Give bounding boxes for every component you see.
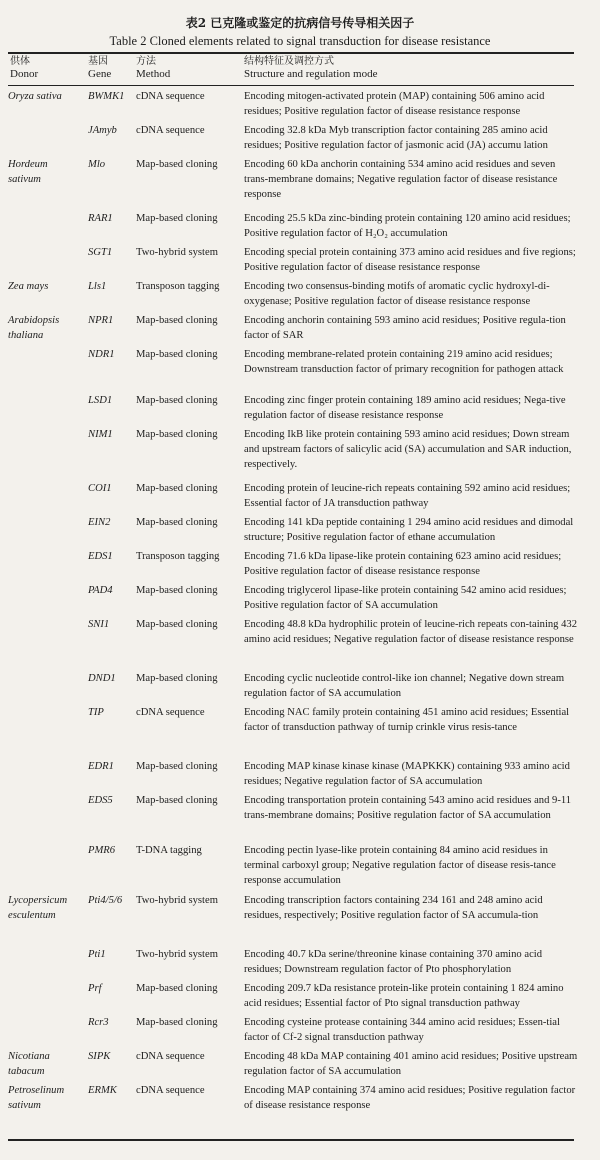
header-donor-en: Donor [10, 68, 39, 80]
header-method-en: Method [136, 68, 171, 80]
row-method: cDNA sequence [136, 125, 205, 136]
row-method: T-DNA tagging [136, 845, 202, 856]
header-gene [88, 55, 111, 81]
row-method: Map-based cloning [136, 673, 218, 684]
row-donor: Nicotiana tabacum [8, 1051, 50, 1078]
row-structure: Encoding zinc finger protein containing 189 amino acid residues; Nega-tive regulation factor of disease resistance response [244, 395, 566, 422]
top-rule [8, 52, 574, 54]
row-method: Map-based cloning [136, 349, 218, 360]
row-gene: EDR1 [88, 761, 114, 772]
row-donor: Hordeum sativum [8, 159, 48, 186]
row-structure: Encoding 48.8 kDa hydrophilic protein of leucine-rich repeats con-taining 432 amino acid residues; Negative regulation factor of disease resistance response [244, 619, 578, 646]
row-gene: JAmyb [88, 125, 117, 136]
row-gene: PAD4 [88, 585, 113, 596]
row-structure: Encoding special protein containing 373 amino acid residues and five regions; Positive regulation factor of disease resistance response [244, 247, 576, 274]
row-structure: Encoding transcription factors containing 234 161 and 248 amino acid residues, respectively; Positive regulation factor of SA accumula-tion [244, 895, 543, 922]
row-method: cDNA sequence [136, 1085, 205, 1096]
row-structure: Encoding 60 kDa anchorin containing 534 amino acid residues and seven trans-membrane domains; Negative regulation factor of disease resistance response [244, 159, 558, 201]
row-structure: Encoding anchorin containing 593 amino acid residues; Positive regula-tion factor of SAR [244, 315, 566, 342]
row-method: Map-based cloning [136, 517, 218, 528]
row-method: Map-based cloning [136, 395, 218, 406]
row-gene: Lls1 [88, 281, 107, 292]
row-gene: SIPK [88, 1051, 111, 1062]
row-gene: ERMK [88, 1085, 117, 1096]
row-gene: EDS5 [88, 795, 113, 806]
row-method: Transposon tagging [136, 551, 220, 562]
row-donor: Petroselinum sativum [8, 1085, 65, 1112]
row-gene: Rcr3 [88, 1017, 109, 1028]
row-method: Map-based cloning [136, 585, 218, 596]
row-gene: BWMK1 [88, 91, 125, 102]
row-method: Two-hybrid system [136, 949, 218, 960]
row-structure: Encoding protein of leucine-rich repeats containing 592 amino acid residues; Essential factor of JA transduction pathway [244, 483, 571, 510]
row-gene: PMR6 [88, 845, 116, 856]
row-method: Map-based cloning [136, 795, 218, 806]
row-structure: Encoding 141 kDa peptide containing 1 294 amino acid residues and dimodal structure; Positive regulation factor of ethane accumulation [244, 517, 574, 544]
row-method: Map-based cloning [136, 315, 218, 326]
header-donor [10, 55, 38, 81]
header-gene-en: Gene [88, 68, 112, 80]
row-gene: NIM1 [88, 429, 113, 440]
row-structure: Encoding 48 kDa MAP containing 401 amino acid residues; Positive upstream regulation factor of SA accumulation [244, 1051, 578, 1078]
row-gene: Mlo [88, 159, 106, 170]
row-structure: Encoding two consensus-binding motifs of aromatic cyclic hydroxyl-di-oxygenase; Positive regulation factor of disease resistance response [244, 281, 550, 308]
row-method: Map-based cloning [136, 429, 218, 440]
row-gene: RAR1 [88, 213, 113, 224]
row-gene: LSD1 [88, 395, 113, 406]
bottom-rule [8, 1139, 574, 1141]
header-structure-en: Structure and regulation mode [244, 68, 378, 80]
table-title-en: Table 2 Cloned elements related to signal transduction for disease resistance [109, 34, 491, 48]
row-structure: Encoding cysteine protease containing 344 amino acid residues; Essen-tial factor of Cf-2 signal transduction pathway [244, 1017, 560, 1044]
row-method: cDNA sequence [136, 1051, 205, 1062]
row-structure: Encoding MAP containing 374 amino acid residues; Positive regulation factor of disease resistance response [244, 1085, 576, 1112]
row-donor: Lycopersicum esculentum [8, 895, 68, 922]
header-method-cn: 方法 [136, 56, 156, 67]
row-donor: Oryza sativa [8, 91, 62, 102]
row-structure: Encoding 40.7 kDa serine/threonine kinase containing 370 amino acid residues; Downstream regulation factor of Pto phosphorylation [244, 949, 543, 976]
row-gene: COI1 [88, 483, 112, 494]
row-method: Map-based cloning [136, 213, 218, 224]
row-gene: NPR1 [88, 315, 114, 326]
header-structure [244, 55, 378, 81]
row-structure: Encoding 25.5 kDa zinc-binding protein containing 120 amino acid residues; Positive regulation factor of H₂O₂ accumulation [244, 213, 571, 240]
row-donor: Zea mays [8, 281, 49, 292]
row-method: Transposon tagging [136, 281, 220, 292]
row-method: Map-based cloning [136, 983, 218, 994]
row-gene: NDR1 [88, 349, 115, 360]
row-structure: Encoding pectin lyase-like protein containing 84 amino acid residues in terminal carboxyl group; Negative regulation factor of disease resis-tance response accumulation [244, 845, 556, 887]
row-gene: SNI1 [88, 619, 110, 630]
row-structure: Encoding mitogen-activated protein (MAP) containing 506 amino acid residues; Positive regulation factor of disease resistance response [244, 91, 545, 118]
row-structure: Encoding membrane-related protein containing 219 amino acid residues; Downstream transduction factor of primary recognition for pathogen attack [244, 349, 564, 376]
row-method: cDNA sequence [136, 707, 205, 718]
row-method: cDNA sequence [136, 91, 205, 102]
row-structure: Encoding 209.7 kDa resistance protein-like protein containing 1 824 amino acid residues; Essential factor of Pto signal transduction pathway [244, 983, 564, 1010]
row-method: Map-based cloning [136, 761, 218, 772]
header-rule [8, 85, 574, 86]
header-method [136, 55, 170, 81]
row-structure: Encoding triglycerol lipase-like protein containing 542 amino acid residues; Positive regulation factor of SA accumulation [244, 585, 567, 612]
row-gene: Pti4/5/6 [88, 895, 123, 906]
row-structure: Encoding MAP kinase kinase kinase (MAPKKK) containing 933 amino acid residues; Negative regulation factor of SA accumulation [244, 761, 570, 788]
row-method: Map-based cloning [136, 483, 218, 494]
row-gene: Pti1 [88, 949, 106, 960]
row-structure: Encoding transportation protein containing 543 amino acid residues and 9-11 trans-membrane domains; Positive regulation factor of SA accumulation [244, 795, 572, 822]
row-structure: Encoding 32.8 kDa Myb transcription factor containing 285 amino acid residues; Positive regulation factor of jasmonic acid (JA) accumu lation [244, 125, 548, 152]
header-donor-cn: 供体 [10, 56, 30, 67]
row-method: Map-based cloning [136, 159, 218, 170]
row-method: Two-hybrid system [136, 247, 218, 258]
row-donor: Arabidopsis thaliana [8, 315, 60, 342]
row-gene: Prf [88, 983, 102, 994]
row-structure: Encoding cyclic nucleotide control-like ion channel; Negative down stream regulation factor of SA accumulation [244, 673, 565, 700]
row-structure: Encoding NAC family protein containing 451 amino acid residues; Essential factor of transduction pathway of turnip crinkle virus resis-tance [244, 707, 570, 734]
row-gene: EIN2 [88, 517, 111, 528]
header-gene-cn: 基因 [88, 56, 108, 67]
row-gene: DND1 [88, 673, 116, 684]
row-structure: Encoding 71.6 kDa lipase-like protein containing 623 amino acid residues; Positive regulation factor of disease resistance response [244, 551, 562, 578]
row-gene: SGT1 [88, 247, 113, 258]
row-method: Map-based cloning [136, 1017, 218, 1028]
row-method: Map-based cloning [136, 619, 218, 630]
table-title-cn: 表2 已克隆或鉴定的抗病信号传导相关因子 [185, 16, 415, 30]
row-structure: Encoding IkB like protein containing 593 amino acid residues; Down stream and upstream factors of salicylic acid (SA) accumulation and SAR induction, respectively. [244, 429, 572, 471]
row-method: Two-hybrid system [136, 895, 218, 906]
header-structure-cn: 结构特征及调控方式 [244, 56, 334, 67]
row-gene: EDS1 [88, 551, 113, 562]
row-gene: TIP [88, 707, 104, 718]
